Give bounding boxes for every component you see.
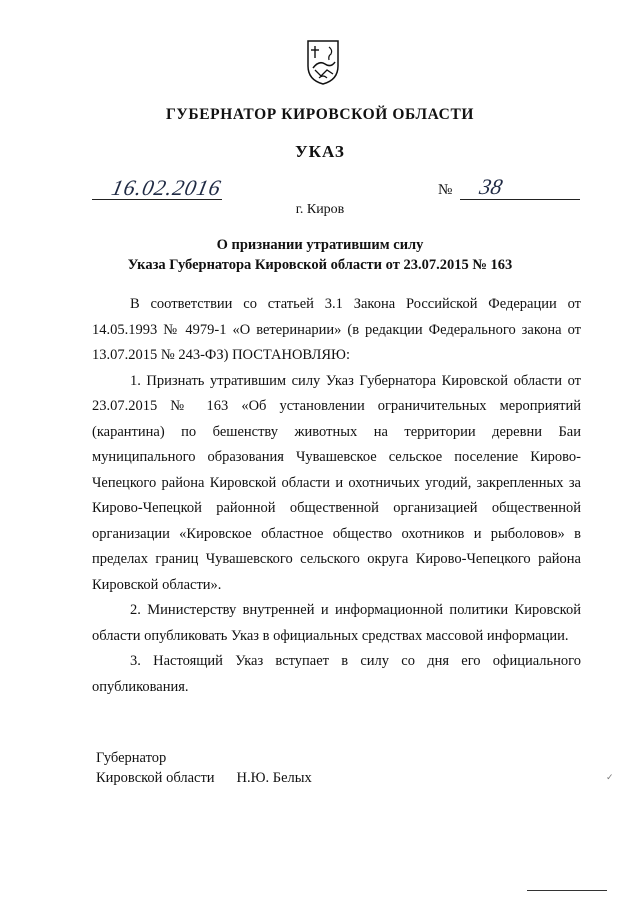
number-underline	[460, 199, 580, 200]
document-number: 38	[477, 174, 505, 199]
item-2-paragraph: 2. Министерству внутренней и информационной политики Кировской области опубликовать Указ в официальных средствах массовой информации.	[92, 602, 581, 644]
preamble-paragraph: В соответствии со статьей 3.1 Закона Российской Федерации от 14.05.1993 № 4979-1 «О ветеринарии» (в редакции Федерального закона от 13.07.2015 № 243-ФЗ) ПОСТАНОВЛЯЮ:	[92, 296, 581, 363]
signatory-name: Н.Ю. Белых	[236, 770, 312, 786]
signatory-title-1: Губернатор	[96, 750, 167, 766]
footer-rule	[527, 890, 607, 891]
item-1-paragraph: 1. Признать утратившим силу Указ Губернатора Кировской области от 23.07.2015 № 163 «Об установлении ограничительных мероприятий (карантина) по бешенству животных на территории деревни Баи муниципального образования Чувашевское сельское поселение Кирово-Чепецкого района Кировской области и охотничьих угодий, закрепленных за Кирово-Чепецкой районной общественной организацией общественной организации «Кировское областное общество охотников и рыболовов» в пределах границ Чувашевского сельского округа Кирово-Чепецкого района Кировской области».	[92, 372, 581, 593]
signatory-row	[96, 768, 312, 788]
item-3-paragraph: 3. Настоящий Указ вступает в силу со дня его официального опубликования.	[92, 653, 581, 695]
subject-line-1: О признании утратившим силу	[216, 237, 424, 253]
number-sign: №	[438, 182, 453, 198]
document-body	[92, 292, 581, 700]
place-of-issue: г. Киров	[295, 202, 345, 217]
date-underline	[92, 199, 222, 200]
signatory-title-2: Кировской области	[96, 770, 215, 786]
subject-line-2: Указа Губернатора Кировской области от 23.07.2015 № 163	[127, 257, 513, 273]
issuer-title: ГУБЕРНАТОР КИРОВСКОЙ ОБЛАСТИ	[165, 106, 475, 123]
document-type: УКАЗ	[295, 142, 345, 161]
coat-of-arms-icon	[305, 38, 341, 86]
scan-mark: ✓	[606, 772, 614, 782]
document-date: 16.02.2016	[109, 175, 224, 200]
signature-block	[96, 748, 312, 788]
document-subject	[60, 235, 580, 275]
